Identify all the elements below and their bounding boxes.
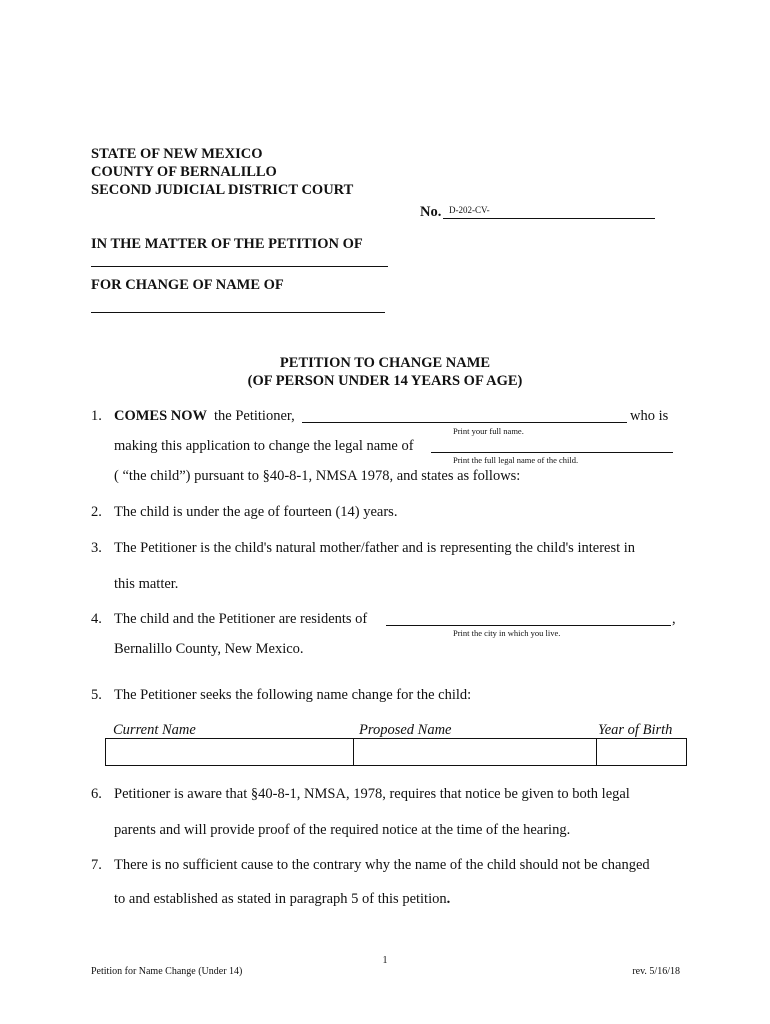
name-change-table (105, 738, 687, 766)
p6-number: 6. (91, 786, 102, 802)
p7-period: . (446, 891, 451, 907)
case-prefix: D-202-CV- (449, 205, 490, 215)
p2-text: The child is under the age of fourteen (14) years. (114, 504, 398, 520)
p6-line1: Petitioner is aware that §40-8-1, NMSA, 1978, requires that notice be given to both legal (114, 786, 630, 802)
child-name-field[interactable] (91, 312, 385, 313)
court-county: COUNTY OF BERNALILLO (91, 164, 277, 180)
case-number-field[interactable] (443, 218, 655, 219)
case-no-label: No. (420, 204, 442, 220)
court-state: STATE OF NEW MEXICO (91, 146, 263, 162)
p4-line2: Bernalillo County, New Mexico. (114, 641, 304, 657)
matter-change-of-name-of: FOR CHANGE OF NAME OF (91, 277, 284, 293)
p1-number: 1. (91, 408, 102, 424)
p7-number: 7. (91, 857, 102, 873)
p6-line2: parents and will provide proof of the required notice at the time of the hearing. (114, 822, 571, 838)
p1-comes-now: COMES NOW (114, 408, 208, 424)
p1-hint-full-name: Print your full name. (453, 426, 524, 436)
court-name: SECOND JUDICIAL DISTRICT COURT (91, 182, 354, 198)
title-line1: PETITION TO CHANGE NAME (279, 355, 491, 371)
p4-hint-city: Print the city in which you live. (453, 628, 561, 638)
current-name-cell[interactable] (106, 739, 352, 765)
p4-comma: , (672, 611, 676, 627)
proposed-name-cell[interactable] (354, 739, 595, 765)
footer-revision: rev. 5/16/18 (632, 966, 680, 977)
col-year-of-birth: Year of Birth (598, 722, 673, 738)
p2-number: 2. (91, 504, 102, 520)
p1-full-name-field[interactable] (302, 422, 627, 423)
p1-pursuant: ( “the child”) pursuant to §40-8-1, NMSA 1978, and states as follows: (114, 468, 521, 484)
p4-line1: The child and the Petitioner are residents of (114, 611, 368, 627)
page-number: 1 (382, 955, 388, 966)
p1-who-is: who is (630, 408, 669, 424)
p7-line2-wrap (114, 890, 450, 908)
year-of-birth-cell[interactable] (597, 739, 686, 765)
col-proposed-name: Proposed Name (359, 722, 452, 738)
matter-petition-of: IN THE MATTER OF THE PETITION OF (91, 236, 363, 252)
col-current-name: Current Name (113, 722, 196, 738)
p4-city-field[interactable] (386, 625, 671, 626)
p7-line1: There is no sufficient cause to the contrary why the name of the child should not be changed (114, 857, 650, 873)
p1-hint-child-name: Print the full legal name of the child. (453, 455, 579, 465)
p7-line2: to and established as stated in paragraph 5 of this petition (114, 891, 447, 907)
title-line2: (OF PERSON UNDER 14 YEARS OF AGE) (247, 373, 523, 389)
p4-number: 4. (91, 611, 102, 627)
footer-form-name: Petition for Name Change (Under 14) (91, 966, 243, 977)
p1-the-petitioner: the Petitioner, (214, 408, 295, 424)
p5-number: 5. (91, 687, 102, 703)
p1-child-name-field[interactable] (431, 452, 673, 453)
p3-line2: this matter. (114, 576, 179, 592)
p5-text: The Petitioner seeks the following name change for the child: (114, 687, 472, 703)
p1-making: making this application to change the legal name of (114, 438, 414, 454)
p3-line1: The Petitioner is the child's natural mother/father and is representing the child's interest in (114, 540, 636, 556)
petitioner-name-field[interactable] (91, 266, 388, 267)
p3-number: 3. (91, 540, 102, 556)
